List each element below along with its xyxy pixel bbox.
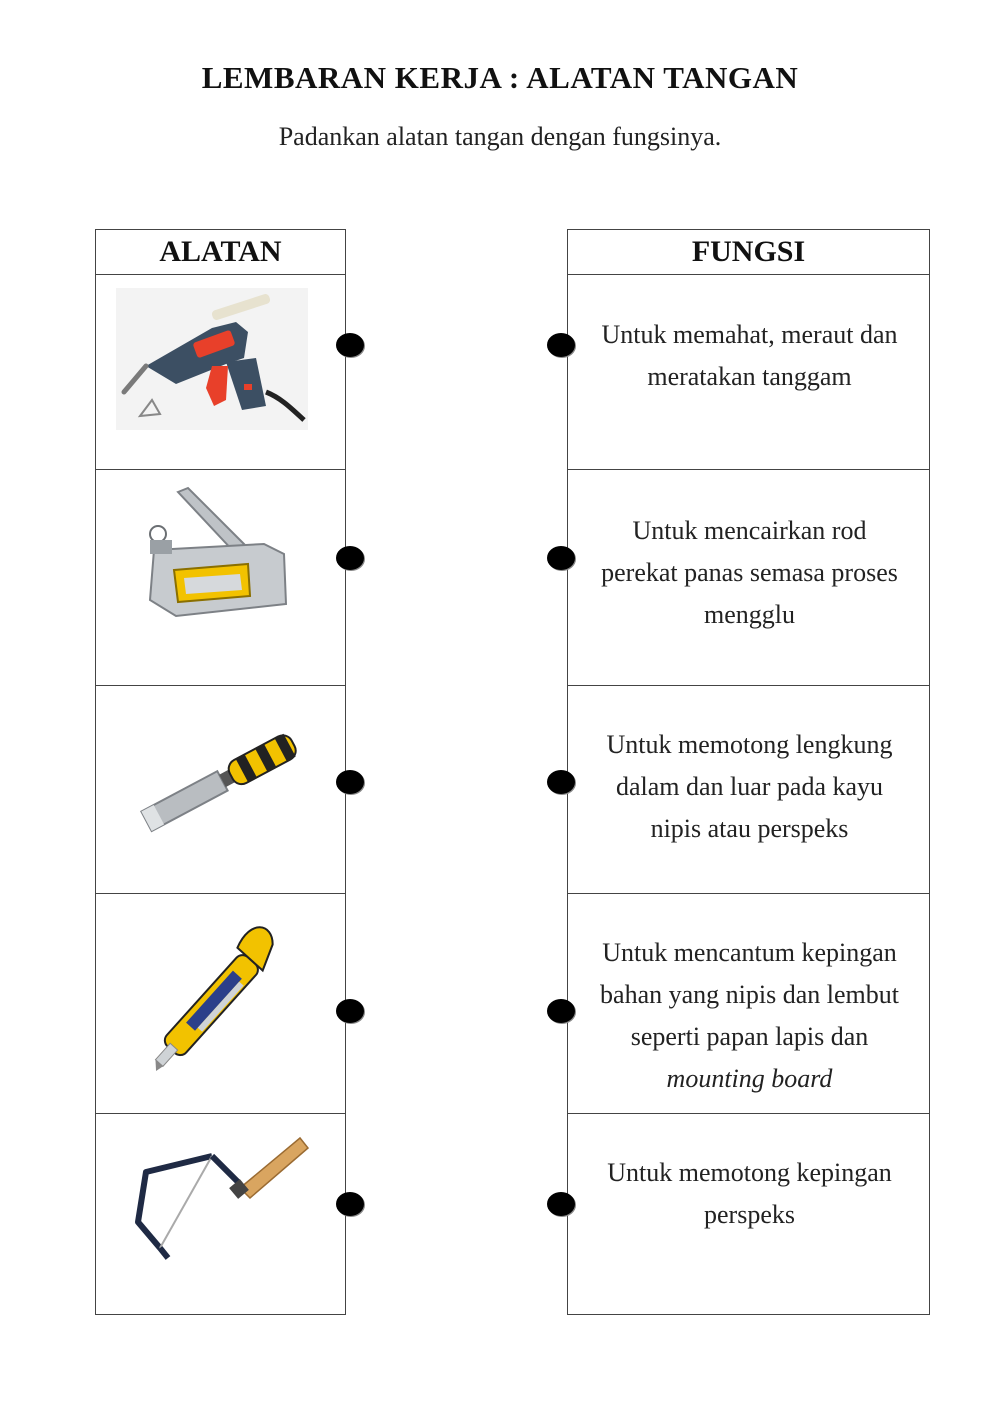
chisel-icon <box>132 710 312 850</box>
functions-column <box>567 229 930 1315</box>
function-text-5: Untuk memotong kepingan perspeks <box>607 1158 892 1229</box>
function-match-dot-3[interactable] <box>547 770 575 794</box>
function-text-4: Untuk mencantum kepingan bahan yang nipis dan lembut seperti papan lapis dan mounting board <box>600 938 899 1093</box>
function-match-dot-5[interactable] <box>547 1192 575 1216</box>
coping-saw-icon <box>132 1132 312 1272</box>
glue-gun-icon <box>116 288 308 430</box>
tools-column <box>95 229 346 1315</box>
function-text-3: Untuk memotong lengkung dalam dan luar pada kayu nipis atau perspeks <box>606 730 893 843</box>
tool-match-dot-4[interactable] <box>336 999 364 1023</box>
tool-cell-5 <box>96 1114 345 1316</box>
function-cell-4 <box>568 894 929 1114</box>
acrylic-cutter-icon <box>120 914 320 1074</box>
tool-match-dot-2[interactable] <box>336 546 364 570</box>
tool-cell-3 <box>96 686 345 894</box>
tool-cell-2 <box>96 470 345 686</box>
tool-match-dot-5[interactable] <box>336 1192 364 1216</box>
page-title: LEMBARAN KERJA : ALATAN TANGAN <box>201 60 799 95</box>
function-cell-1 <box>568 274 929 470</box>
function-cell-5 <box>568 1114 929 1316</box>
tool-match-dot-3[interactable] <box>336 770 364 794</box>
function-text-1: Untuk memahat, meraut dan meratakan tanggam <box>601 320 898 391</box>
tool-match-dot-1[interactable] <box>336 333 364 357</box>
instruction-text: Padankan alatan tangan dengan fungsinya. <box>278 122 722 151</box>
function-match-dot-4[interactable] <box>547 999 575 1023</box>
functions-column-heading: FUNGSI <box>568 230 929 275</box>
staple-gun-icon <box>136 484 296 624</box>
function-match-dot-2[interactable] <box>547 546 575 570</box>
function-cell-2 <box>568 470 929 686</box>
tool-cell-1 <box>96 274 345 470</box>
function-match-dot-1[interactable] <box>547 333 575 357</box>
function-text-2: Untuk mencairkan rod perekat panas semasa proses mengglu <box>601 516 898 629</box>
function-cell-3 <box>568 686 929 894</box>
tool-cell-4 <box>96 894 345 1114</box>
tools-column-heading: ALATAN <box>96 230 345 275</box>
